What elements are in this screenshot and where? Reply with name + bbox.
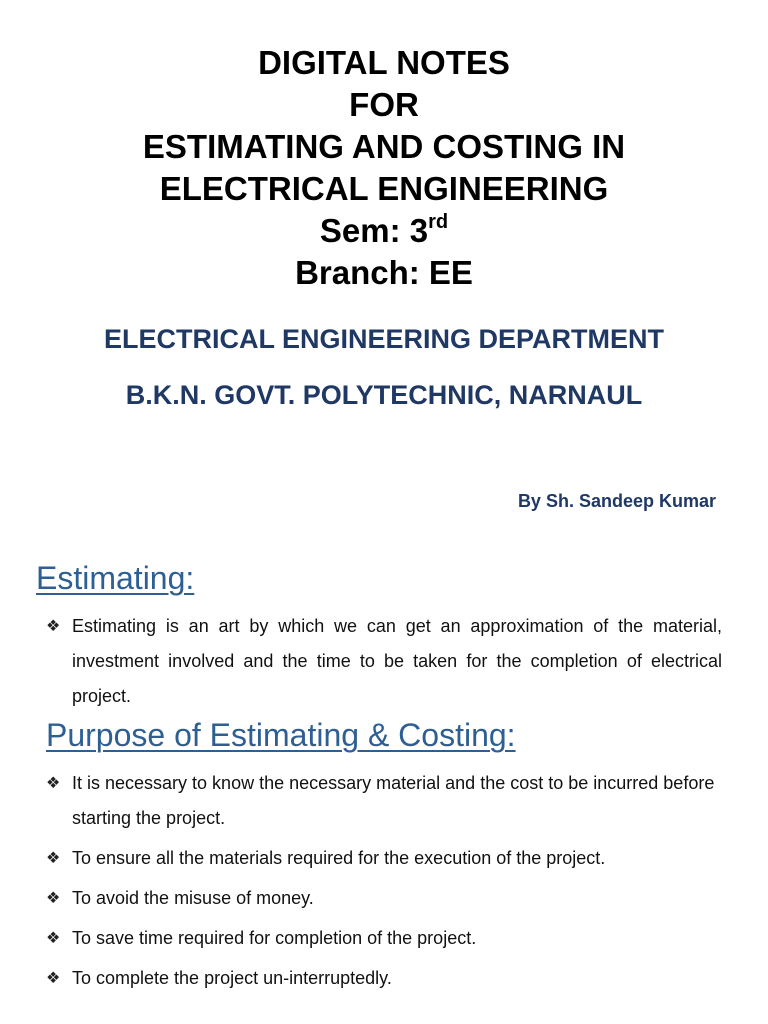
list-item-text: It is necessary to know the necessary material and the cost to be incurred before starting the project. — [72, 773, 715, 828]
section-heading-purpose: Purpose of Estimating & Costing: — [46, 717, 516, 753]
list-item — [46, 961, 722, 996]
title-line-1: DIGITAL NOTES — [258, 44, 510, 81]
title-line-2: FOR — [349, 86, 419, 123]
bullet-diamond-icon: ❖ — [46, 890, 61, 907]
estimating-list — [46, 609, 722, 714]
list-item-text: To complete the project un-interruptedly. — [72, 968, 392, 988]
list-item-text: To avoid the misuse of money. — [72, 888, 314, 908]
bullet-diamond-icon: ❖ — [46, 618, 61, 635]
list-item — [46, 766, 722, 836]
college-name: B.K.N. GOVT. POLYTECHNIC, NARNAUL — [125, 380, 643, 410]
bullet-diamond-icon: ❖ — [46, 930, 61, 947]
list-item-text: Estimating is an art by which we can get an approximation of the material, investment involved and the time to be taken for the completion of electrical project. — [72, 616, 722, 706]
title-line-4: ELECTRICAL ENGINEERING — [159, 170, 609, 207]
author-credit: By Sh. Sandeep Kumar — [517, 491, 716, 511]
branch-line: Branch: EE — [295, 254, 473, 291]
title-line-3: ESTIMATING AND COSTING IN — [142, 128, 626, 165]
document-title — [0, 42, 768, 294]
section-heading-estimating: Estimating: — [36, 560, 195, 596]
semester-line — [0, 210, 768, 252]
list-item — [46, 841, 722, 876]
list-item — [46, 881, 722, 916]
semester-ordinal: rd — [428, 211, 449, 233]
bullet-diamond-icon: ❖ — [46, 850, 61, 867]
semester-text: Sem: 3 — [319, 212, 429, 249]
list-item — [46, 609, 722, 714]
list-item — [46, 921, 722, 956]
bullet-diamond-icon: ❖ — [46, 775, 61, 792]
bullet-diamond-icon: ❖ — [46, 970, 61, 987]
list-item-text: To save time required for completion of the project. — [72, 928, 477, 948]
list-item-text: To ensure all the materials required for the execution of the project. — [72, 848, 606, 868]
department-name: ELECTRICAL ENGINEERING DEPARTMENT — [103, 324, 665, 354]
purpose-list — [46, 766, 722, 996]
